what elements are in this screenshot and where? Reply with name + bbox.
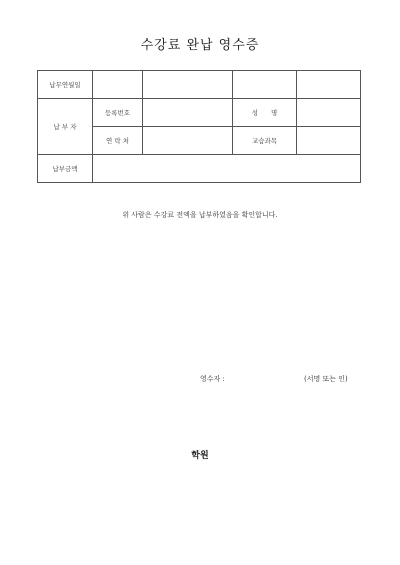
payment-date-value-4 [297,71,361,99]
payment-date-value-2 [143,71,233,99]
name-value [297,99,361,127]
receipt-table [37,70,361,183]
receiver-label: 영수자 : [200,375,225,383]
amount-value [93,155,361,183]
course-label: 교습과목 [233,127,297,155]
confirmation-statement: 위 사람은 수강료 전액을 납부하였음을 확인합니다. [122,211,278,219]
course-value [297,127,361,155]
name-label: 성 명 [233,99,297,127]
signature-note: (서명 또는 인) [304,375,348,383]
payment-date-value-1 [93,71,143,99]
reg-no-value [143,99,233,127]
payment-date-value-3 [233,71,297,99]
reg-no-label: 등록번호 [93,99,143,127]
amount-label: 납부금액 [38,155,93,183]
document-title: 수강료 완납 영수증 [140,38,260,53]
payment-date-label: 납무연월일 [38,71,93,99]
academy-name: 학원 [191,451,209,461]
contact-label: 연 락 처 [93,127,143,155]
payer-label: 납 부 자 [38,99,93,155]
contact-value [143,127,233,155]
